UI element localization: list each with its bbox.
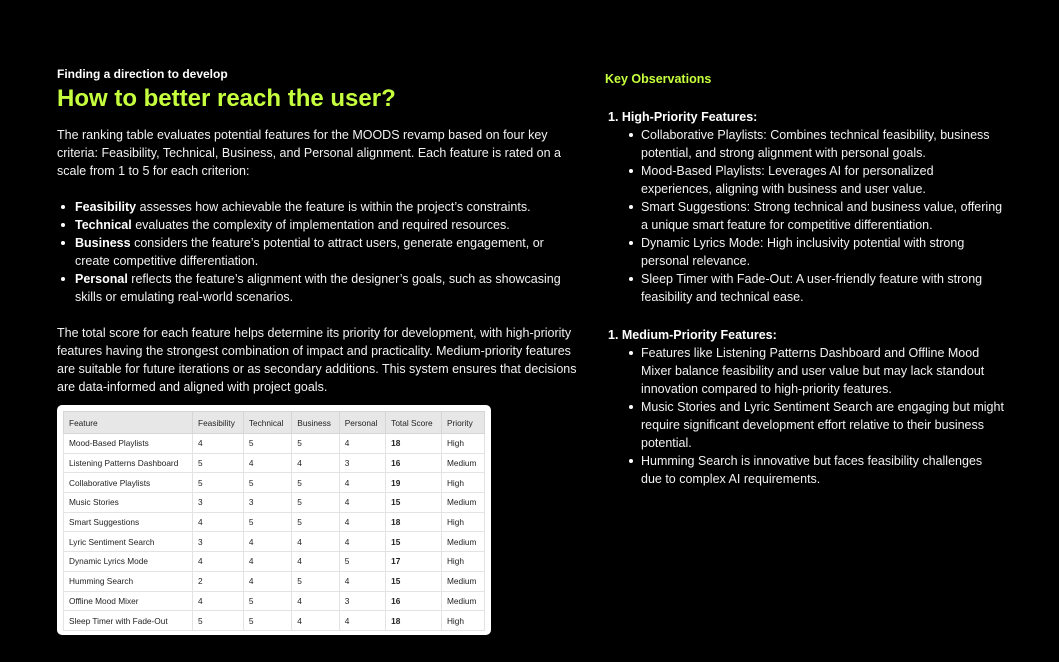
- column-header: Technical: [243, 412, 291, 434]
- criterion-desc: assesses how achievable the feature is within the project’s constraints.: [136, 200, 531, 214]
- score-cell: 5: [193, 473, 244, 493]
- score-cell: 5: [292, 571, 339, 591]
- feature-cell: Listening Patterns Dashboard: [64, 453, 193, 473]
- feature-cell: Humming Search: [64, 571, 193, 591]
- criterion-business: [57, 234, 577, 270]
- priority-cell: Medium: [441, 571, 484, 591]
- table-row: [64, 552, 485, 572]
- feature-cell: Dynamic Lyrics Mode: [64, 552, 193, 572]
- column-header: Feature: [64, 412, 193, 434]
- priority-cell: High: [441, 611, 484, 631]
- table-row: [64, 434, 485, 454]
- score-cell: 4: [292, 552, 339, 572]
- list-item: Smart Suggestions: Strong technical and business value, offering a unique smart feature for competitive differentiation.: [605, 198, 1005, 234]
- column-header: Business: [292, 412, 339, 434]
- priority-cell: Medium: [441, 532, 484, 552]
- priority-cell: Medium: [441, 493, 484, 513]
- priority-cell: High: [441, 434, 484, 454]
- score-cell: 4: [339, 512, 385, 532]
- score-cell: 5: [193, 453, 244, 473]
- observations-title: Key Observations: [605, 72, 712, 86]
- table-header-row: [64, 412, 485, 434]
- criteria-list: [57, 198, 577, 306]
- priority-cell: Medium: [441, 591, 484, 611]
- criterion-term: Business: [75, 236, 131, 250]
- score-cell: 4: [243, 571, 291, 591]
- feature-cell: Lyric Sentiment Search: [64, 532, 193, 552]
- medium-priority-list: [605, 344, 1005, 488]
- eyebrow-text: Finding a direction to develop: [57, 67, 228, 81]
- column-header: Feasibility: [193, 412, 244, 434]
- total-score-cell: 15: [386, 571, 442, 591]
- score-cell: 4: [243, 532, 291, 552]
- score-cell: 5: [243, 473, 291, 493]
- score-cell: 5: [193, 611, 244, 631]
- score-cell: 4: [193, 591, 244, 611]
- feature-cell: Offline Mood Mixer: [64, 591, 193, 611]
- total-score-cell: 18: [386, 434, 442, 454]
- ranking-table-card: [57, 405, 491, 635]
- score-cell: 4: [339, 473, 385, 493]
- ranking-table: [63, 411, 485, 631]
- section-title-high: 1. High-Priority Features:: [608, 110, 758, 124]
- score-cell: 4: [339, 493, 385, 513]
- total-score-cell: 16: [386, 591, 442, 611]
- criterion-term: Personal: [75, 272, 128, 286]
- score-cell: 3: [339, 453, 385, 473]
- intro-paragraph: The ranking table evaluates potential features for the MOODS revamp based on four key criteria: Feasibility, Technical, Business, and Personal alignment. Each feature is rated on a scale from 1 to 5 for each criterion:: [57, 128, 561, 178]
- feature-cell: Smart Suggestions: [64, 512, 193, 532]
- score-cell: 5: [243, 591, 291, 611]
- list-item: Sleep Timer with Fade-Out: A user-friendly feature with strong feasibility and technical ease.: [605, 270, 1005, 306]
- table-row: [64, 512, 485, 532]
- score-cell: 3: [339, 591, 385, 611]
- score-cell: 5: [292, 493, 339, 513]
- list-item: Music Stories and Lyric Sentiment Search are engaging but might require significant development effort relative to their business potential.: [605, 398, 1005, 452]
- table-row: [64, 473, 485, 493]
- score-cell: 5: [292, 512, 339, 532]
- total-score-cell: 18: [386, 512, 442, 532]
- section-title-medium: 1. Medium-Priority Features:: [608, 328, 777, 342]
- feature-cell: Mood-Based Playlists: [64, 434, 193, 454]
- summary-paragraph: The total score for each feature helps determine its priority for development, with high-priority features having the strongest combination of impact and practicality. Medium-priority features are suitable for future iterations or as secondary additions. This system ensures that decisions are data-informed and aligned with project goals.: [57, 326, 577, 394]
- score-cell: 4: [292, 453, 339, 473]
- total-score-cell: 15: [386, 532, 442, 552]
- score-cell: 2: [193, 571, 244, 591]
- score-cell: 5: [292, 473, 339, 493]
- feature-cell: Music Stories: [64, 493, 193, 513]
- feature-cell: Sleep Timer with Fade-Out: [64, 611, 193, 631]
- total-score-cell: 15: [386, 493, 442, 513]
- total-score-cell: 19: [386, 473, 442, 493]
- table-row: [64, 611, 485, 631]
- score-cell: 4: [243, 453, 291, 473]
- table-row: [64, 453, 485, 473]
- total-score-cell: 17: [386, 552, 442, 572]
- criterion-term: Feasibility: [75, 200, 137, 214]
- criterion-desc: evaluates the complexity of implementation and required resources.: [131, 218, 510, 232]
- criterion-personal: [57, 270, 577, 306]
- score-cell: 3: [243, 493, 291, 513]
- score-cell: 4: [292, 611, 339, 631]
- score-cell: 4: [193, 434, 244, 454]
- score-cell: 3: [193, 532, 244, 552]
- page-title: How to better reach the user?: [57, 85, 396, 112]
- high-priority-list: [605, 126, 1005, 306]
- column-header: Total Score: [386, 412, 442, 434]
- score-cell: 3: [193, 493, 244, 513]
- column-header: Personal: [339, 412, 385, 434]
- list-item: Mood-Based Playlists: Leverages AI for personalized experiences, aligning with business and user value.: [605, 162, 1005, 198]
- table-row: [64, 532, 485, 552]
- score-cell: 4: [193, 512, 244, 532]
- criterion-technical: [57, 216, 577, 234]
- left-column: [57, 66, 577, 414]
- score-cell: 5: [243, 434, 291, 454]
- total-score-cell: 18: [386, 611, 442, 631]
- score-cell: 5: [292, 434, 339, 454]
- criterion-term: Technical: [75, 218, 132, 232]
- priority-cell: High: [441, 552, 484, 572]
- table-row: [64, 571, 485, 591]
- table-row: [64, 493, 485, 513]
- list-item: Humming Search is innovative but faces feasibility challenges due to complex AI requirements.: [605, 452, 1005, 488]
- score-cell: 4: [339, 611, 385, 631]
- score-cell: 4: [339, 434, 385, 454]
- feature-cell: Collaborative Playlists: [64, 473, 193, 493]
- score-cell: 5: [243, 512, 291, 532]
- right-column: [605, 70, 1005, 508]
- total-score-cell: 16: [386, 453, 442, 473]
- criterion-desc: reflects the feature’s alignment with the designer’s goals, such as showcasing skills or emulating real-world scenarios.: [75, 272, 561, 304]
- criterion-desc: considers the feature’s potential to attract users, generate engagement, or create competitive differentiation.: [75, 236, 544, 268]
- list-item: Dynamic Lyrics Mode: High inclusivity potential with strong personal relevance.: [605, 234, 1005, 270]
- list-item: Features like Listening Patterns Dashboard and Offline Mood Mixer balance feasibility and user value but may lack standout innovation compared to high-priority features.: [605, 344, 1005, 398]
- score-cell: 4: [292, 532, 339, 552]
- list-item: Collaborative Playlists: Combines technical feasibility, business potential, and strong alignment with personal goals.: [605, 126, 1005, 162]
- score-cell: 5: [243, 611, 291, 631]
- score-cell: 5: [339, 552, 385, 572]
- score-cell: 4: [193, 552, 244, 572]
- score-cell: 4: [339, 571, 385, 591]
- criterion-feasibility: [57, 198, 577, 216]
- priority-cell: High: [441, 512, 484, 532]
- score-cell: 4: [292, 591, 339, 611]
- score-cell: 4: [339, 532, 385, 552]
- score-cell: 4: [243, 552, 291, 572]
- table-row: [64, 591, 485, 611]
- priority-cell: Medium: [441, 453, 484, 473]
- column-header: Priority: [441, 412, 484, 434]
- priority-cell: High: [441, 473, 484, 493]
